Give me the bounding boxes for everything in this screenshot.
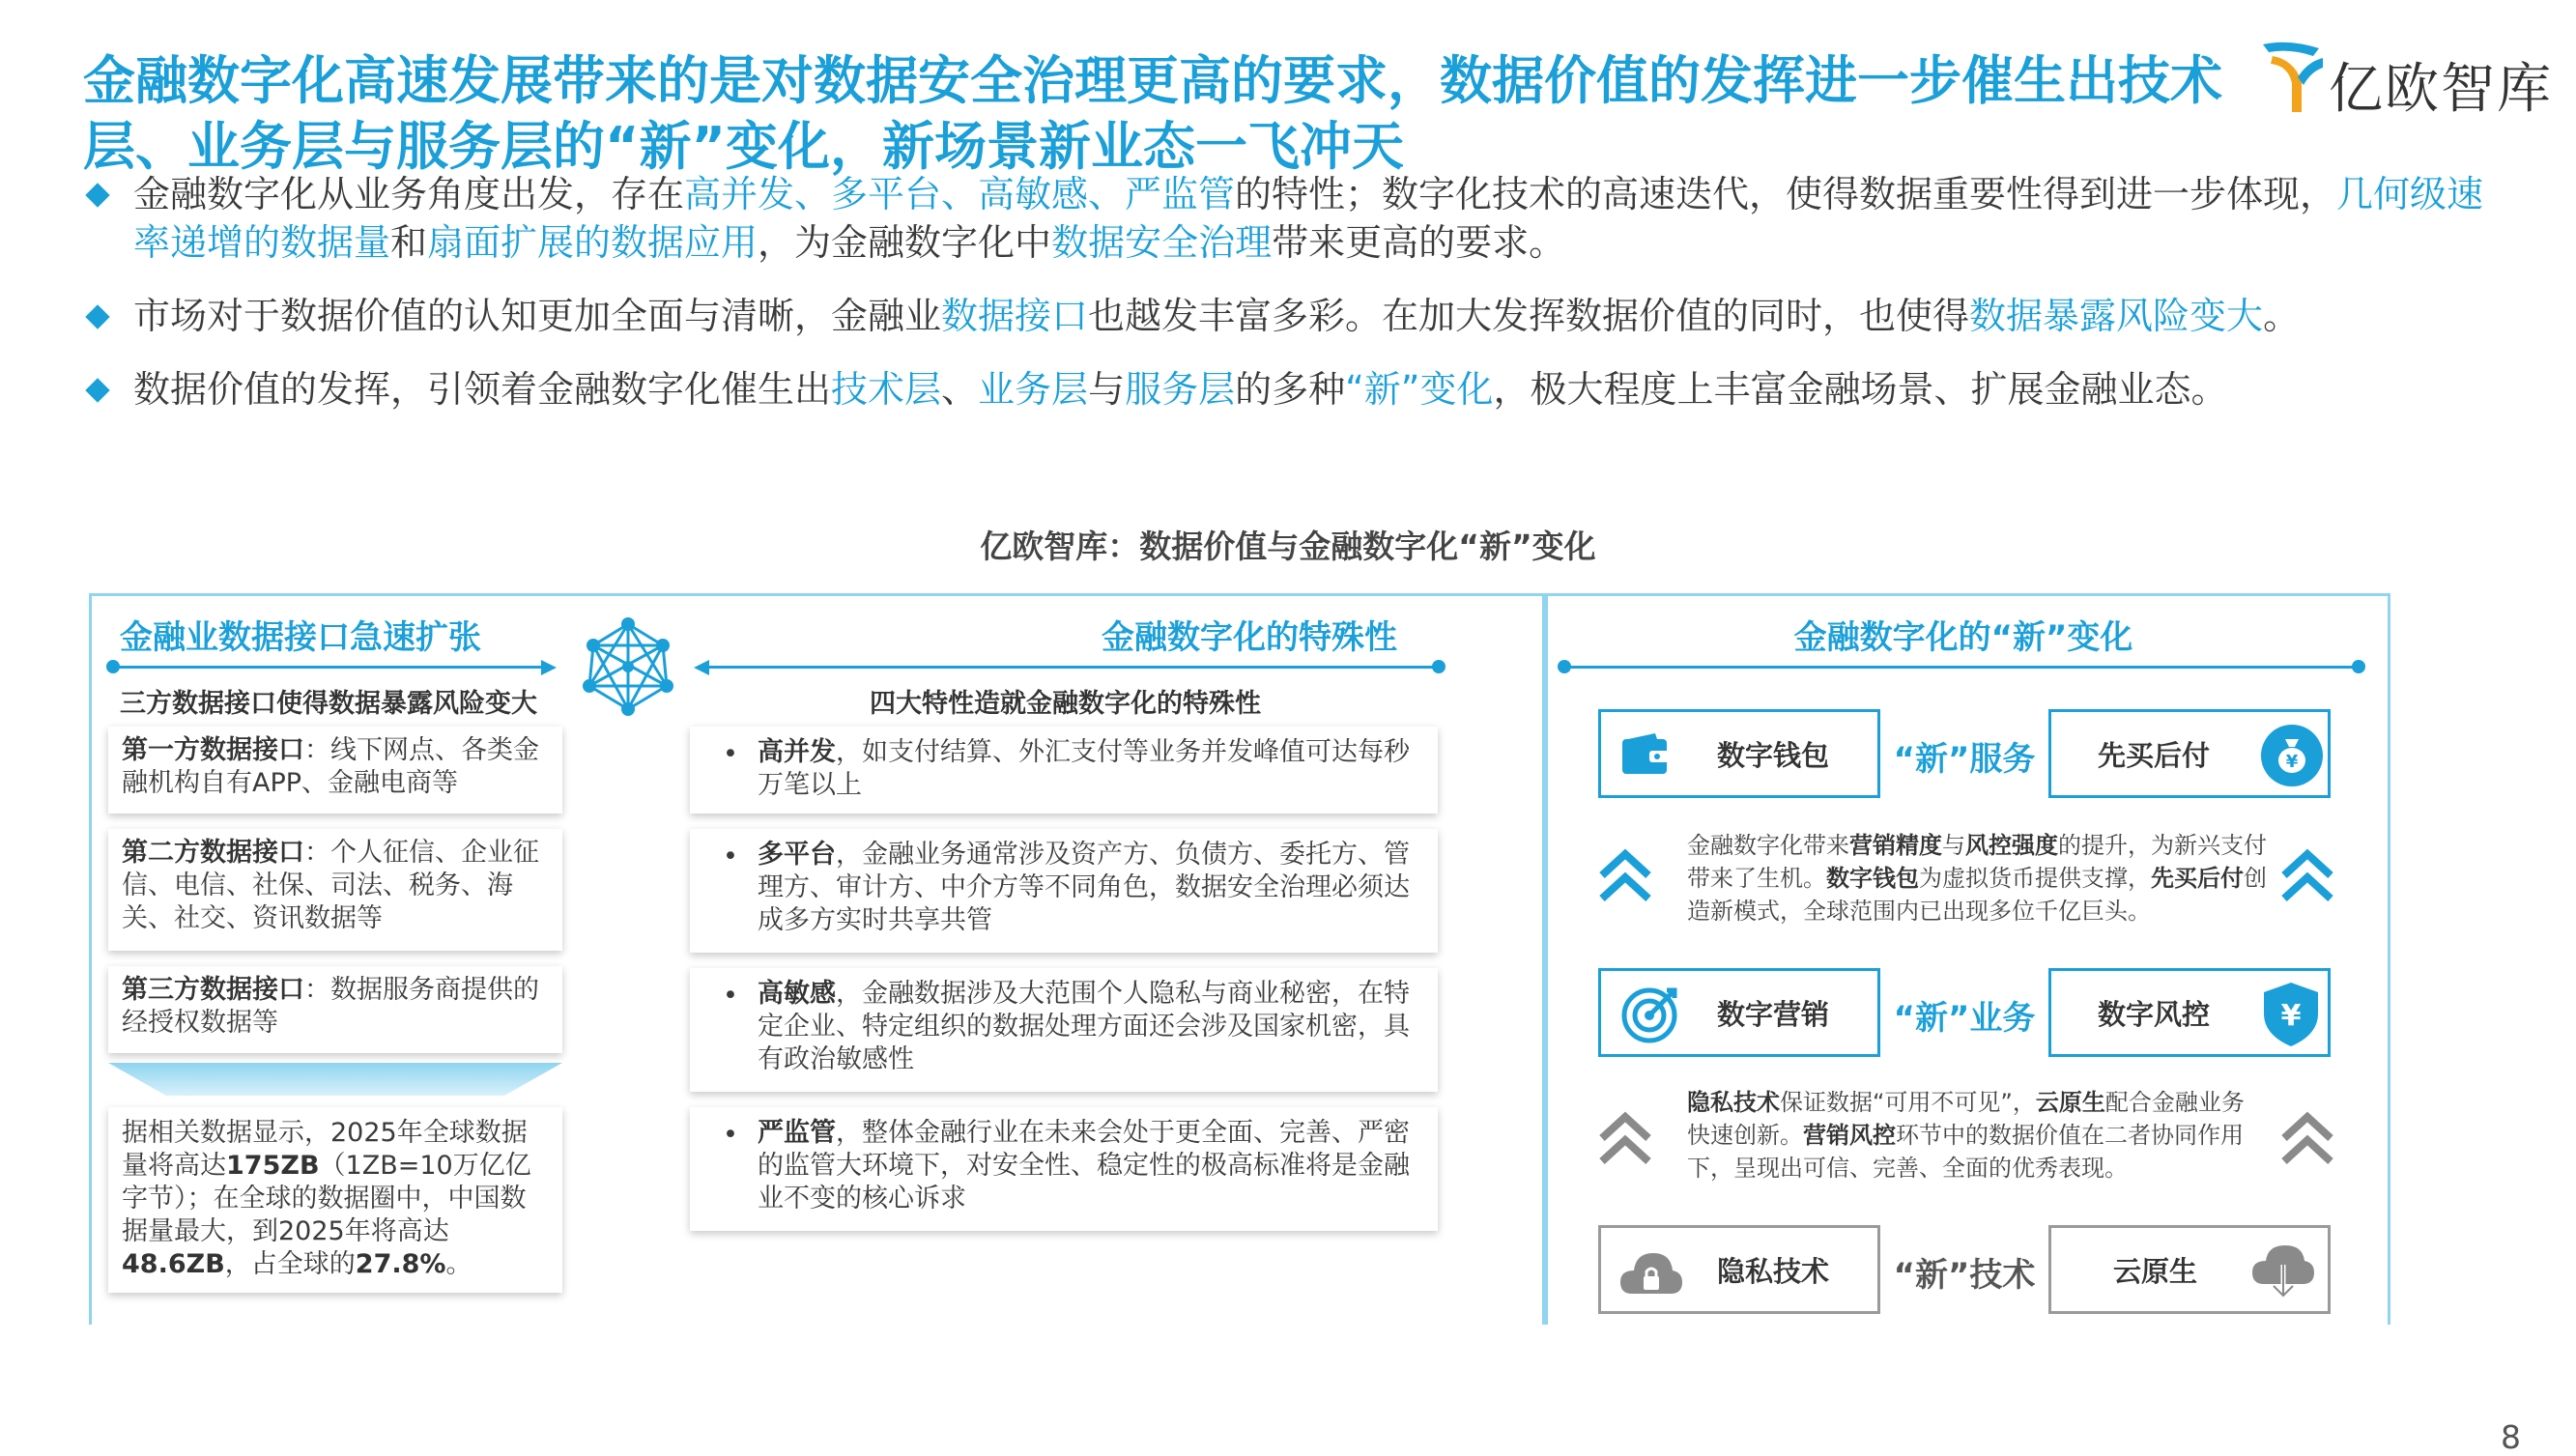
feature-card — [690, 829, 1438, 953]
feature-card — [690, 1107, 1438, 1231]
double-chevron-up-icon — [1596, 846, 1654, 904]
highlight-text: 业务层 — [978, 368, 1089, 411]
bold-text: 风控强度 — [1965, 832, 2058, 859]
bold-text: 营销风控 — [1803, 1122, 1896, 1149]
logo — [2259, 39, 2553, 121]
box-cloud-native — [2048, 1225, 2331, 1314]
logo-mark-icon — [2259, 39, 2327, 116]
text-segment: 市场对于数据价值的认知更加全面与清晰，金融业 — [133, 295, 942, 337]
text-segment: 和 — [390, 221, 428, 264]
bold-text: 营销精度 — [1849, 832, 1942, 859]
highlight-text: 数据暴露风险变大 — [1969, 295, 2264, 337]
text-segment: 的特性；数字化技术的高速迭代，使得数据重要性得到进一步体现， — [1235, 173, 2337, 215]
text-segment: 与 — [1088, 368, 1126, 411]
bullet-item — [83, 292, 2518, 340]
left-heading: 金融业数据接口急速扩张 — [120, 618, 481, 657]
text-segment: 金融数字化带来 — [1687, 832, 1849, 859]
cloud-lock-icon — [1618, 1245, 1684, 1299]
figure-title: 亿欧智库：数据价值与金融数字化“新”变化 — [980, 528, 1596, 565]
shield-yuan-icon — [2260, 981, 2322, 1048]
text-segment: 的提升，为新兴支付带来了生机。 — [1687, 832, 2267, 892]
highlight-text: 数据接口 — [941, 295, 1089, 337]
network-icon — [578, 616, 678, 717]
box-privacy-tech — [1598, 1225, 1880, 1314]
text-segment: 配合金融业务快速创新。 — [1687, 1089, 2245, 1149]
arrow-right-icon — [541, 658, 558, 677]
wallet-icon — [1620, 731, 1671, 778]
page-title: 金融数字化高速发展带来的是对数据安全治理更高的要求，数据价值的发挥进一步催生出技术层、业务层与服务层的“新”变化，新场景新业态一飞冲天 — [83, 50, 2222, 177]
highlight-text: 几何级速率递增的数据量 — [133, 173, 2484, 264]
text-segment: 创造新模式，全球范围内已出现多位千亿巨头。 — [1687, 865, 2267, 925]
bold-text: 数字钱包 — [1826, 865, 1919, 892]
card-text: ，金融数据涉及大范围个人隐私与商业秘密，在特定企业、特定组织的数据处理方面还会涉及国家机密，具有政治敏感性 — [758, 979, 1410, 1074]
right-panel — [1542, 593, 2390, 1325]
divider-dot — [106, 660, 120, 673]
box-digital-wallet — [1598, 709, 1880, 798]
interface-card — [108, 829, 562, 951]
text-segment: 保证数据“可用不可见”， — [1780, 1089, 2036, 1116]
text-segment: 数据价值的发挥，引领着金融数字化催生出 — [133, 368, 832, 411]
bold-text: 云原生 — [2035, 1089, 2105, 1116]
service-description — [1687, 829, 2267, 928]
card-text: ，如支付结算、外汇支付等业务并发峰值可达每秒万笔以上 — [758, 737, 1410, 800]
text-segment: 环节中的数据价值在二者协同作用下，呈现出可信、完善、全面的优秀表现。 — [1687, 1122, 2244, 1182]
text-segment: 据相关数据显示，2025年全球数据量将高达 — [122, 1118, 528, 1181]
right-heading: 金融数字化的“新”变化 — [1793, 618, 2133, 657]
highlight-text: 扇面扩展的数据应用 — [427, 221, 758, 264]
double-chevron-up-icon — [2278, 1109, 2336, 1167]
bullet-item — [83, 170, 2518, 267]
box-label: 隐私技术 — [1717, 1254, 1830, 1288]
card-text: ，金融业务通常涉及资产方、负债方、委托方、管理方、审计方、中介方等不同角色，数据安全治理必须达成多方实时共享共管 — [758, 840, 1410, 935]
bold-text: 27.8% — [355, 1249, 446, 1279]
highlight-text: “新”变化 — [1345, 368, 1494, 411]
text-segment: 的多种 — [1235, 368, 1346, 411]
text-segment: （1ZB=10万亿亿字节）；在全球的数据圈中，中国数据量最大，到2025年将高达 — [122, 1151, 531, 1246]
text-segment: 为虚拟货币提供支撑， — [1919, 865, 2151, 892]
box-label: 数字风控 — [2098, 997, 2211, 1031]
target-icon — [1620, 985, 1680, 1044]
text-segment: 。 — [445, 1249, 472, 1279]
box-bnpl — [2048, 709, 2331, 798]
text-segment: 、 — [941, 368, 979, 411]
money-bag-icon — [2260, 724, 2324, 787]
box-label: 云原生 — [2113, 1254, 2198, 1288]
card-keyword: 第二方数据接口 — [122, 838, 304, 868]
card-text: ：线下网点、各类金融机构自有APP、金融电商等 — [122, 735, 539, 798]
highlight-text: 技术层 — [831, 368, 942, 411]
text-segment: ，极大程度上丰富金融场景、扩展金融业态。 — [1493, 368, 2228, 411]
bullet-item — [83, 365, 2518, 414]
left-subheading: 三方数据接口使得数据暴露风险变大 — [120, 689, 537, 719]
funnel-arrow-icon — [108, 1063, 562, 1098]
right-divider — [1565, 666, 2358, 669]
new-service-label: “新”服务 — [1893, 740, 2036, 779]
divider-dot — [1432, 660, 1445, 673]
highlight-text: 高并发、多平台、高敏感、严监管 — [684, 173, 1236, 215]
highlight-text: 数据安全治理 — [1051, 221, 1273, 264]
box-label: 数字钱包 — [1717, 738, 1830, 772]
text-segment: 与 — [1942, 832, 1965, 859]
page-number: 8 — [2501, 1418, 2521, 1456]
stat-card — [108, 1107, 562, 1293]
box-label: 数字营销 — [1717, 997, 1830, 1031]
text-segment: 带来更高的要求。 — [1272, 221, 1566, 264]
bold-text: 48.6ZB — [122, 1249, 225, 1279]
card-keyword: 高并发 — [758, 737, 836, 767]
feature-card — [690, 727, 1438, 814]
card-keyword: 多平台 — [758, 840, 836, 870]
text-segment: ，占全球的 — [224, 1249, 356, 1279]
card-text: ，整体金融行业在未来会处于更全面、完善、严密的监管大环境下，对安全性、稳定性的极高标准将是金融业不变的核心诉求 — [758, 1118, 1410, 1213]
bullet-list — [83, 170, 2518, 439]
new-business-label: “新”业务 — [1893, 999, 2036, 1038]
left-divider — [112, 666, 549, 669]
double-chevron-up-icon — [1596, 1109, 1654, 1167]
divider-dot — [2352, 660, 2365, 673]
logo-text: 亿欧智库 — [2329, 58, 2553, 121]
interface-card — [108, 966, 562, 1053]
text-segment: ，为金融数字化中 — [758, 221, 1052, 264]
bold-text: 隐私技术 — [1687, 1089, 1780, 1116]
text-segment: 也越发丰富多彩。在加大发挥数据价值的同时，也使得 — [1088, 295, 1970, 337]
new-tech-label: “新”技术 — [1893, 1256, 2036, 1295]
box-digital-marketing — [1598, 968, 1880, 1057]
cloud-download-icon — [2250, 1242, 2316, 1301]
tech-description — [1687, 1086, 2267, 1185]
card-keyword: 严监管 — [758, 1118, 836, 1148]
middle-subheading: 四大特性造就金融数字化的特殊性 — [870, 689, 1261, 719]
bold-text: 175ZB — [226, 1151, 320, 1181]
svg-text:¥: ¥ — [2280, 999, 2302, 1033]
interface-card — [108, 727, 562, 814]
text-segment: 。 — [2263, 295, 2301, 337]
card-text: ：个人征信、企业征信、电信、社保、司法、税务、海关、社交、资讯数据等 — [122, 838, 539, 933]
middle-divider — [703, 666, 1440, 669]
box-digital-risk-control — [2048, 968, 2331, 1057]
double-chevron-up-icon — [2278, 846, 2336, 904]
text-segment: 金融数字化从业务角度出发，存在 — [133, 173, 685, 215]
box-label: 先买后付 — [2098, 738, 2211, 772]
card-keyword: 高敏感 — [758, 979, 836, 1009]
feature-card — [690, 968, 1438, 1092]
card-keyword: 第三方数据接口 — [122, 975, 304, 1005]
bold-text: 先买后付 — [2151, 865, 2244, 892]
card-text: ：数据服务商提供的经授权数据等 — [122, 975, 539, 1038]
middle-heading: 金融数字化的特殊性 — [1102, 618, 1397, 657]
card-keyword: 第一方数据接口 — [122, 735, 304, 765]
svg-text:¥: ¥ — [2285, 752, 2299, 772]
highlight-text: 服务层 — [1125, 368, 1236, 411]
